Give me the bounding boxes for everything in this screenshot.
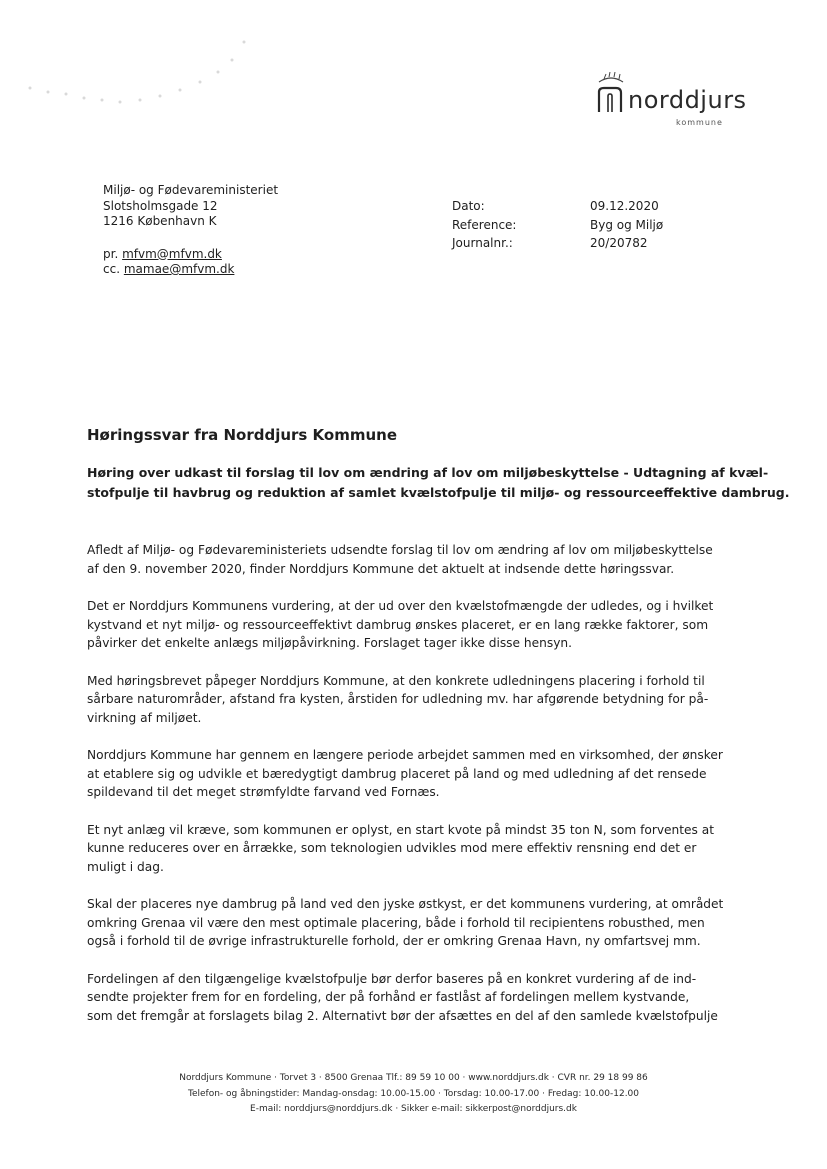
paragraph-line: muligt i dag. <box>87 859 164 874</box>
cc-email-link[interactable]: mamae@mfvm.dk <box>123 262 235 276</box>
logo-name: norddjurs <box>628 86 747 114</box>
paragraph-line: Afledt af Miljø- og Fødevareministeriets udsendte forslag til lov om ændring af lov om miljøbeskyttelse <box>87 543 713 557</box>
journal-row <box>452 234 712 253</box>
paragraph-line: Norddjurs Kommune har gennem en længere periode arbejdet sammen med en virksomhed, der ønsker <box>87 748 723 762</box>
footer-line: E-mail: norddjurs@norddjurs.dk · Sikker e-mail: sikkerpost@norddjurs.dk <box>250 1104 577 1114</box>
pr-label: pr. <box>103 246 119 261</box>
journal-label: Journalnr.: <box>452 236 513 250</box>
paragraph <box>87 541 727 578</box>
paragraph-line: omkring Grenaa vil være den mest optimale placering, både i forhold til recipientens robusthed, men <box>87 915 705 930</box>
paragraph-line: spildevand til det meget strømfyldte farvand ved Fornæs. <box>87 785 440 799</box>
paragraph-line: Skal der placeres nye dambrug på land ved den jyske østkyst, er det kommunens vurdering, at området <box>87 897 724 911</box>
norddjurs-logo <box>592 72 762 132</box>
letter-meta <box>452 197 712 253</box>
paragraph-line: som det fremgår at forslagets bilag 2. Alternativt bør der afsættes en del af den samlede kvælstofpulje <box>87 1008 718 1023</box>
paragraph-line: også i forhold til de øvrige infrastrukturelle forhold, der er omkring Grenaa Havn, ny omfartsvej mm. <box>87 934 701 948</box>
paragraph-line: sårbare naturområder, afstand fra kysten, årstiden for udledning mv. har afgørende betydning for på- <box>87 692 709 706</box>
date-value: 09.12.2020 <box>590 199 659 213</box>
paragraph-line: påvirker det enkelte anlægs miljøpåvirkning. Forslaget tager ikke disse hensyn. <box>87 636 573 650</box>
paragraph <box>87 970 727 1026</box>
recipient-address <box>103 183 278 278</box>
paragraph-line: Med høringsbrevet påpeger Norddjurs Kommune, at den konkrete udledningens placering i forhold til <box>87 673 705 688</box>
subject-line: Høring over udkast til forslag til lov om ændring af lov om miljøbeskyttelse - Udtagning af kvæl- <box>87 465 769 480</box>
reference-value: Byg og Miljø <box>590 217 664 232</box>
paragraph-line: virkning af miljøet. <box>87 710 202 725</box>
cc-label: cc. <box>103 262 121 276</box>
journal-value: 20/20782 <box>590 236 648 250</box>
letter-title: Høringssvar fra Norddjurs Kommune <box>87 426 398 444</box>
letter-subject <box>87 463 790 503</box>
logo-mark-icon <box>596 84 624 114</box>
reference-row <box>452 216 712 235</box>
paragraph-line: at etablere sig og udvikle et bæredygtigt dambrug placeret på land og med udledning af det rensede <box>87 766 707 781</box>
letter-footer <box>0 1071 827 1118</box>
paragraph <box>87 746 727 802</box>
paragraph-line: Det er Norddjurs Kommunens vurdering, at der ud over den kvælstofmængde der udledes, og i hvilket <box>87 599 714 613</box>
date-label: Dato: <box>452 199 485 213</box>
pr-email-link[interactable]: mfvm@mfvm.dk <box>122 246 222 261</box>
paragraph-line: Fordelingen af den tilgængelige kvælstofpulje bør derfor baseres på en konkret vurdering af de ind- <box>87 971 697 986</box>
recipient-line: Miljø- og Fødevareministeriet <box>103 183 279 197</box>
paragraph <box>87 597 727 653</box>
paragraph <box>87 672 727 728</box>
paragraph-line: Et nyt anlæg vil kræve, som kommunen er oplyst, en start kvote på mindst 35 ton N, som forventes at <box>87 822 715 837</box>
pr-line <box>103 247 278 263</box>
recipient-line: 1216 København K <box>103 214 217 228</box>
reference-label: Reference: <box>452 217 517 232</box>
subject-line: stofpulje til havbrug og reduktion af samlet kvælstofpulje til miljø- og ressourceeffektive dambrug. <box>87 485 790 500</box>
logo-sub: kommune <box>676 118 723 127</box>
paragraph <box>87 821 727 877</box>
footer-line: Norddjurs Kommune · Torvet 3 · 8500 Grenaa Tlf.: 89 59 10 00 · www.norddjurs.dk · CVR nr. 29 18 99 86 <box>179 1073 648 1083</box>
paragraph-line: sendte projekter frem for en fordeling, der på forhånd er fastlåst af fordelingen mellem kystvande, <box>87 990 690 1004</box>
letter-body <box>87 541 727 1044</box>
scan-dots-decoration <box>20 20 280 120</box>
paragraph-line: kystvand et nyt miljø- og ressourceeffektivt dambrug ønskes placeret, er en lang række faktorer, som <box>87 617 709 632</box>
paragraph <box>87 895 727 951</box>
paragraph-line: af den 9. november 2020, finder Norddjurs Kommune det aktuelt at indsende dette høringssvar. <box>87 561 675 576</box>
cc-line <box>103 262 278 278</box>
paragraph-line: kunne reduceres over en årrække, som teknologien udvikles mod mere effektiv rensning end det er <box>87 841 697 855</box>
recipient-line: Slotsholmsgade 12 <box>103 198 218 213</box>
footer-line: Telefon- og åbningstider: Mandag-onsdag: 10.00-15.00 · Torsdag: 10.00-17.00 · Fredag: 10.00-12.00 <box>187 1088 640 1099</box>
date-row <box>452 197 712 216</box>
